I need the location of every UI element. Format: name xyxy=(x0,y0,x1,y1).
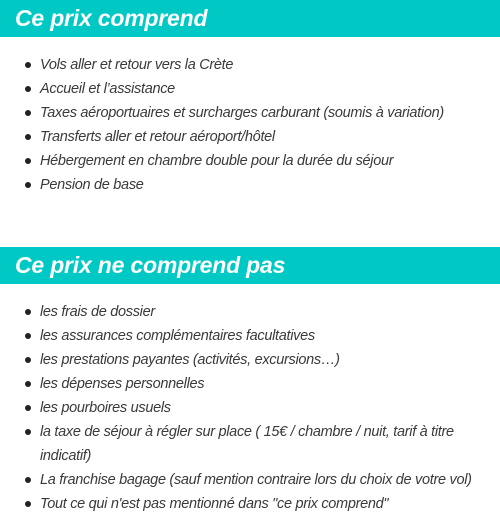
bullet-icon xyxy=(25,110,31,116)
bullet-icon xyxy=(25,429,31,435)
bullet-icon xyxy=(25,86,31,92)
bullet-icon xyxy=(25,381,31,387)
list-item xyxy=(0,101,490,125)
list-item-text: Vols aller et retour vers la Crète xyxy=(40,57,234,73)
excluded-list xyxy=(0,300,490,516)
list-item xyxy=(0,348,490,372)
list-item-text: les dépenses personnelles xyxy=(40,376,205,392)
list-item xyxy=(0,468,490,492)
list-item xyxy=(0,125,490,149)
list-item-text: les prestations payantes (activités, excursions…) xyxy=(40,352,340,368)
list-item-text: Accueil et l’assistance xyxy=(40,81,175,97)
list-item xyxy=(0,372,490,396)
bullet-icon xyxy=(25,62,31,68)
list-item-text: Tout ce qui n'est pas mentionné dans "ce prix comprend" xyxy=(40,496,389,512)
list-item-text: Pension de base xyxy=(40,177,144,193)
list-item-text: les assurances complémentaires facultatives xyxy=(40,328,315,344)
list-item xyxy=(0,300,490,324)
bullet-icon xyxy=(25,477,31,483)
list-item xyxy=(0,324,490,348)
bullet-icon xyxy=(25,333,31,339)
list-item xyxy=(0,492,490,516)
list-item xyxy=(0,420,490,468)
bullet-icon xyxy=(25,501,31,507)
list-item xyxy=(0,77,490,101)
included-list xyxy=(0,53,490,197)
bullet-icon xyxy=(25,309,31,315)
excluded-section-title: Ce prix ne comprend pas xyxy=(15,252,286,278)
list-item-text: la taxe de séjour à régler sur place ( 15€ / chambre / nuit, tarif à titre indicatif) xyxy=(40,424,454,464)
included-section-header xyxy=(0,0,500,37)
bullet-icon xyxy=(25,182,31,188)
list-item xyxy=(0,149,490,173)
list-item-text: Transferts aller et retour aéroport/hôtel xyxy=(40,129,275,145)
bullet-icon xyxy=(25,405,31,411)
excluded-section-header xyxy=(0,247,500,284)
bullet-icon xyxy=(25,158,31,164)
list-item-text: les pourboires usuels xyxy=(40,400,171,416)
bullet-icon xyxy=(25,134,31,140)
list-item-text: les frais de dossier xyxy=(40,304,155,320)
list-item-text: Hébergement en chambre double pour la durée du séjour xyxy=(40,153,394,169)
included-section-title: Ce prix comprend xyxy=(15,5,208,31)
list-item xyxy=(0,173,490,197)
list-item xyxy=(0,396,490,420)
list-item xyxy=(0,53,490,77)
bullet-icon xyxy=(25,357,31,363)
list-item-text: Taxes aéroportuaires et surcharges carburant (soumis à variation) xyxy=(40,105,444,121)
list-item-text: La franchise bagage (sauf mention contraire lors du choix de votre vol) xyxy=(40,472,472,488)
